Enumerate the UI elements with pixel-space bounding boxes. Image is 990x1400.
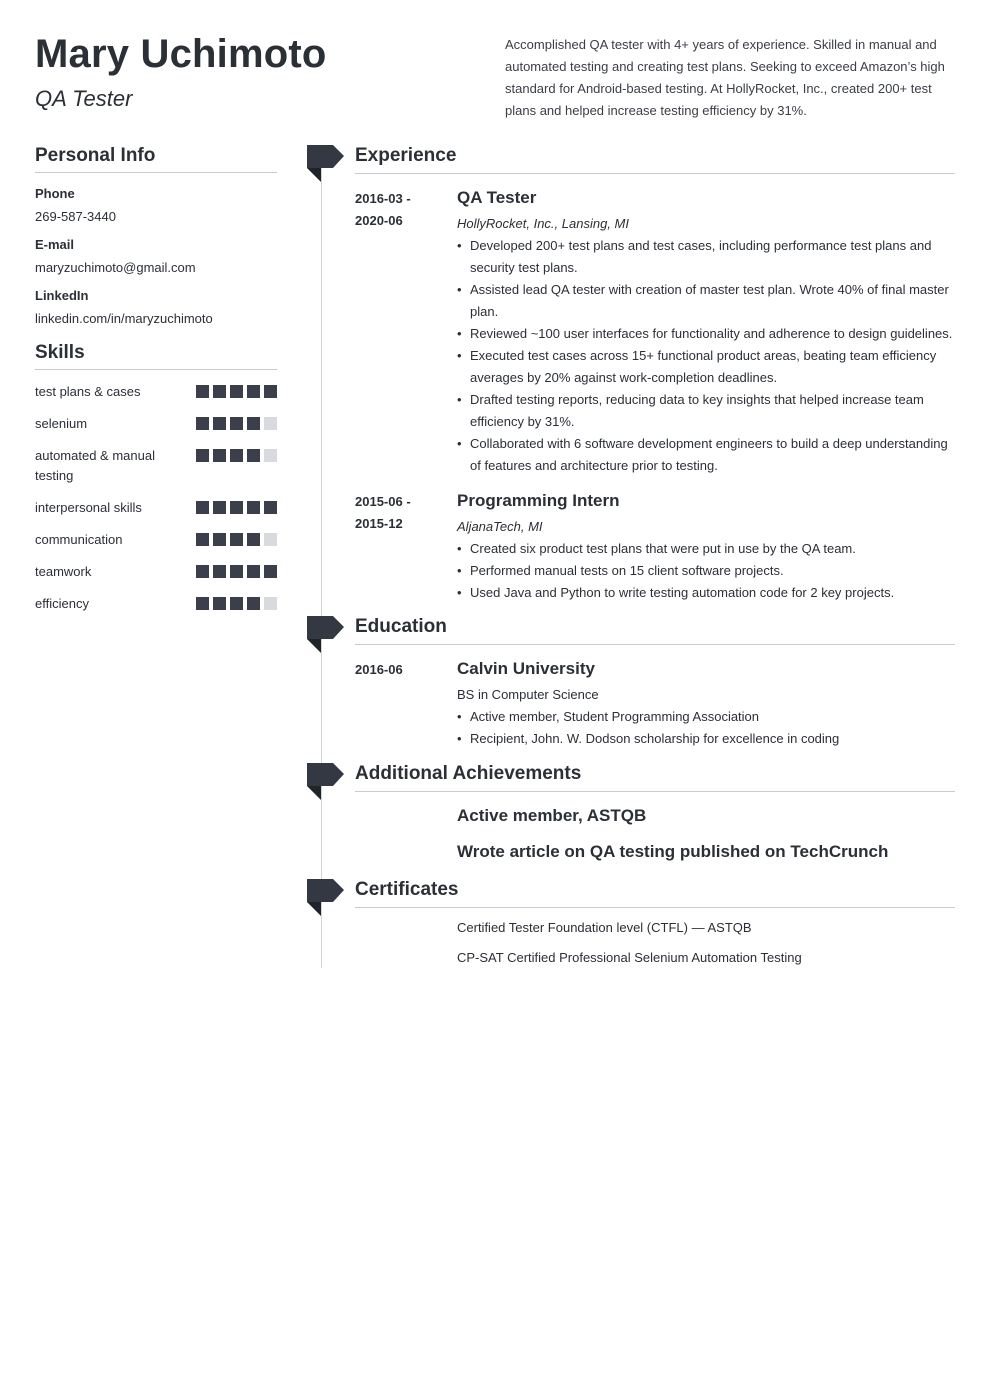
achievement-item: Active member, ASTQB [457,806,647,825]
bullet-item: • Collaborated with 6 software development engineers to build a deep understanding of features and architecture prior to testing. [457,433,955,477]
certificate-item: CP-SAT Certified Professional Selenium Automation Testing [457,950,802,965]
experience-entry [355,186,955,477]
bullet-item: • Active member, Student Programming Association [457,706,955,728]
skill-row [35,594,277,614]
bullet-list [457,706,955,750]
skill-dot-empty [264,597,277,610]
skill-dot-filled [230,449,243,462]
skill-dot-filled [196,533,209,546]
skill-dot-filled [264,501,277,514]
entry-body [457,657,955,750]
entry-date [355,659,445,681]
skill-row [35,562,277,582]
date-end: 2020-06 [355,213,403,228]
skill-dot-filled [247,417,260,430]
skill-dot-filled [230,565,243,578]
skill-dot-filled [247,597,260,610]
skill-level-meter [196,501,277,514]
skill-level-meter [196,417,277,430]
skill-level-meter [196,385,277,398]
skill-dot-filled [247,449,260,462]
bullet-list [457,538,955,604]
flag-icon [307,879,344,917]
skill-name: communication [35,532,123,547]
graduation-date: 2016-06 [355,662,403,677]
right-column [355,145,955,968]
skills-list [35,382,277,614]
skill-dot-filled [230,501,243,514]
flag-icon [307,763,344,801]
experience-entry [355,489,955,604]
achievement-item: Wrote article on QA testing published on TechCrunch [457,842,889,861]
skill-level-meter [196,533,277,546]
skill-dot-filled [213,597,226,610]
skill-dot-filled [247,385,260,398]
skill-dot-filled [213,385,226,398]
candidate-name: Mary Uchimoto [35,32,327,76]
email-value: maryzuchimoto@gmail.com [35,260,196,275]
skill-dot-filled [196,385,209,398]
experience-section [355,145,955,604]
skill-name: selenium [35,416,88,431]
skill-row [35,530,277,550]
school-name: Calvin University [457,659,595,678]
achievements-heading: Additional Achievements [355,763,955,792]
skill-name: interpersonal skills [35,500,142,515]
flag-icon [307,616,344,654]
summary-text: Accomplished QA tester with 4+ years of experience. Skilled in manual and automated testing and creating test plans. Seeking to exceed Amazon’s high standard for Android-based testing. At HollyRocket, Inc., created 200+ test plans and helped increase testing efficiency by 31%. [505,37,945,118]
bullet-item: • Created six product test plans that were put in use by the QA team. [457,538,955,560]
education-section [355,616,955,750]
skill-row [35,446,277,486]
phone-value: 269-587-3440 [35,209,116,224]
education-entry [355,657,955,750]
linkedin-label: LinkedIn [35,288,89,303]
entry-role: Programming Intern [457,491,620,510]
certificate-item: Certified Tester Foundation level (CTFL) — ASTQB [457,920,752,935]
skills-heading: Skills [35,342,277,370]
skill-dot-filled [230,597,243,610]
entry-org: HollyRocket, Inc., Lansing, MI [457,216,629,231]
entry-body [457,186,955,477]
skill-dot-empty [264,533,277,546]
skill-row [35,414,277,434]
skill-dot-empty [264,449,277,462]
bullet-item: • Performed manual tests on 15 client software projects. [457,560,955,582]
email-label: E-mail [35,237,75,252]
bullet-item: • Executed test cases across 15+ functional product areas, beating team efficiency averages by 20% against work-completion deadlines. [457,345,955,389]
skill-dot-filled [196,417,209,430]
candidate-title: QA Tester [35,86,133,111]
skill-level-meter [196,597,277,610]
phone-label: Phone [35,186,75,201]
skill-dot-filled [196,597,209,610]
certificates-section [355,879,955,968]
skill-dot-filled [196,449,209,462]
certificates-heading: Certificates [355,879,955,908]
skill-dot-empty [264,417,277,430]
entry-body [457,489,955,604]
left-column [35,145,277,614]
skill-name: efficiency [35,596,89,611]
bullet-item: • Developed 200+ test plans and test cases, including performance test plans and security test plans. [457,235,955,279]
skill-dot-filled [247,533,260,546]
skill-dot-filled [264,565,277,578]
skill-dot-filled [196,565,209,578]
bullet-item: • Reviewed ~100 user interfaces for functionality and adherence to design guidelines. [457,323,955,345]
bullet-item: • Drafted testing reports, reducing data to key insights that helped increase team efficiency by 31%. [457,389,955,433]
date-end: 2015-12 [355,516,403,531]
bullet-item: • Used Java and Python to write testing automation code for 2 key projects. [457,582,955,604]
skill-dot-filled [230,533,243,546]
skill-dot-filled [247,565,260,578]
skill-dot-filled [213,417,226,430]
resume-header [35,30,955,130]
skill-dot-filled [213,565,226,578]
bullet-item: • Recipient, John. W. Dodson scholarship for excellence in coding [457,728,955,750]
skill-row [35,498,277,518]
skill-dot-filled [264,385,277,398]
bullet-list [457,235,955,477]
skill-name: test plans & cases [35,384,141,399]
skill-dot-filled [213,501,226,514]
skill-level-meter [196,565,277,578]
skill-dot-filled [196,501,209,514]
entry-org: AljanaTech, MI [457,519,543,534]
timeline-line [321,168,322,968]
date-start: 2016-03 - [355,191,411,206]
skill-dot-filled [213,533,226,546]
entry-role: QA Tester [457,188,537,207]
entry-date [355,188,445,232]
skill-dot-filled [230,385,243,398]
achievements-section [355,763,955,864]
flag-icon [307,145,344,183]
date-start: 2015-06 - [355,494,411,509]
skill-dot-filled [213,449,226,462]
entry-date [355,491,445,535]
skill-name: automated & manual testing [35,448,155,483]
education-heading: Education [355,616,955,645]
skill-name: teamwork [35,564,92,579]
degree: BS in Computer Science [457,687,599,702]
experience-heading: Experience [355,145,955,174]
skill-level-meter [196,449,277,462]
personal-info-heading: Personal Info [35,145,277,173]
skill-dot-filled [247,501,260,514]
skill-row [35,382,277,402]
linkedin-value: linkedin.com/in/maryzuchimoto [35,311,213,326]
skill-dot-filled [230,417,243,430]
bullet-item: • Assisted lead QA tester with creation of master test plan. Wrote 40% of final master plan. [457,279,955,323]
